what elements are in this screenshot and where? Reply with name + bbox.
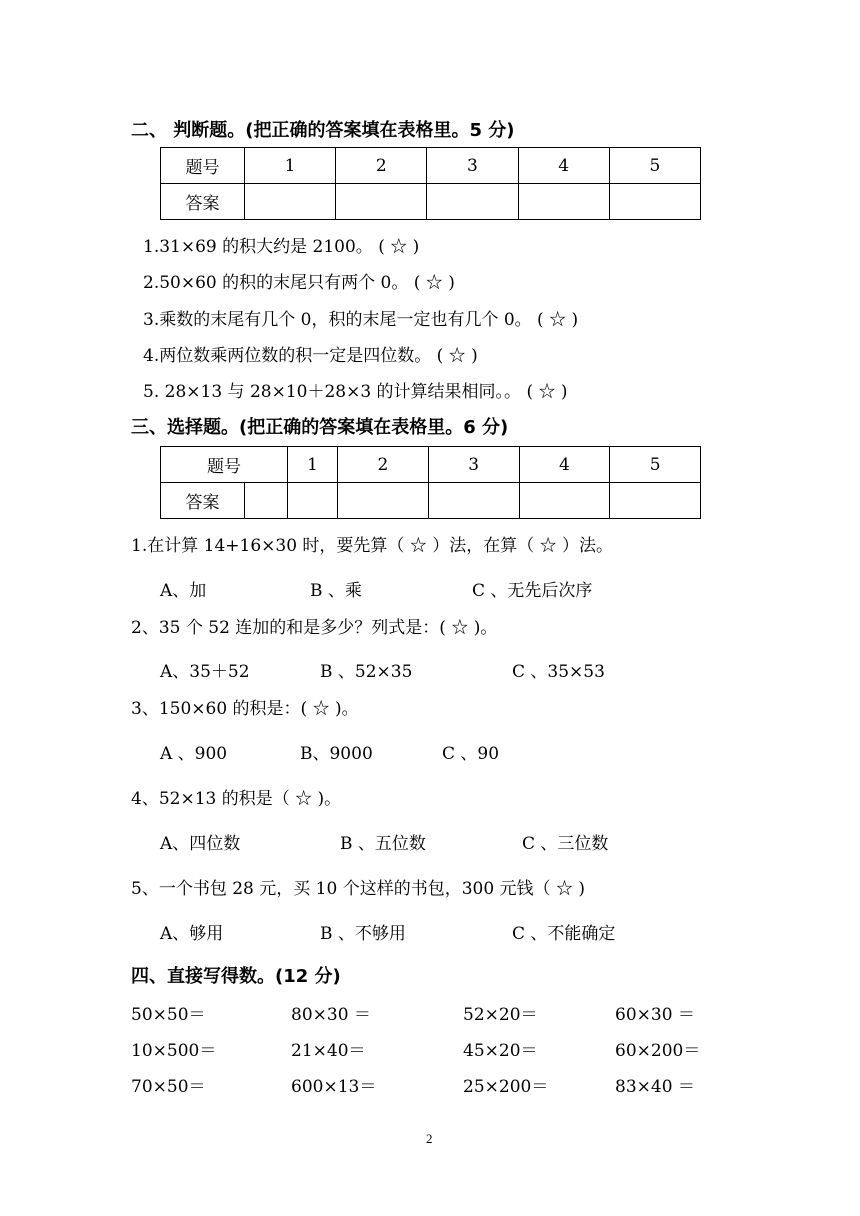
calc-item: 10×500＝ [131, 1041, 217, 1061]
q2-option-c: C 、35×53 [512, 662, 605, 682]
page-number: 2 [426, 1131, 433, 1146]
answer-cell[interactable] [427, 184, 518, 220]
answer-cell[interactable] [428, 483, 519, 519]
question-number: 3 [427, 148, 518, 184]
choice-question-2: 2、35 个 52 连加的和是多少？列式是：( ☆ )。 [131, 618, 498, 638]
calc-item: 60×200＝ [615, 1041, 701, 1061]
q2-option-a: A、35＋52 [160, 662, 250, 682]
q4-option-a: A、四位数 [160, 834, 241, 854]
table-row-label: 答案 [161, 483, 245, 519]
q4-option-c: C 、三位数 [522, 834, 609, 854]
calc-item: 50×50＝ [131, 1005, 206, 1025]
question-number: 5 [610, 447, 701, 483]
answer-cell[interactable] [519, 483, 610, 519]
choice-answer-table [160, 446, 701, 519]
choice-question-1: 1.在计算 14+16×30 时，要先算（ ☆ ）法，在算（ ☆ ）法。 [131, 536, 614, 556]
q3-option-b: B、9000 [300, 744, 373, 764]
choice-question-4: 4、52×13 的积是（ ☆ )。 [131, 789, 342, 809]
judge-item-5: 5. 28×13 与 28×10＋28×3 的计算结果相同。。 ( ☆ ) [143, 382, 568, 402]
q3-option-c: C 、90 [442, 744, 500, 764]
answer-cell[interactable] [609, 184, 700, 220]
answer-cell[interactable] [336, 184, 427, 220]
question-number: 3 [428, 447, 519, 483]
judge-answer-table [160, 147, 701, 220]
judge-item-4: 4.两位数乘两位数的积一定是四位数。 ( ☆ ) [143, 346, 478, 366]
answer-cell[interactable] [338, 483, 429, 519]
question-number: 4 [518, 148, 609, 184]
q5-option-b: B 、不够用 [320, 924, 406, 944]
question-number: 4 [519, 447, 610, 483]
choice-question-3: 3、150×60 的积是：( ☆ )。 [131, 699, 359, 719]
q2-option-b: B 、52×35 [320, 662, 413, 682]
section2-title: 二、 判断题。(把正确的答案填在表格里。5 分) [131, 120, 515, 141]
table-row-label: 题号 [161, 148, 245, 184]
calc-item: 60×30 ＝ [615, 1005, 695, 1025]
table-row-label: 题号 [161, 447, 288, 483]
section3-title: 三、选择题。(把正确的答案填在表格里。6 分) [131, 417, 509, 438]
q1-option-c: C 、无先后次序 [472, 581, 593, 601]
question-number: 1 [245, 148, 336, 184]
q3-option-a: A 、900 [160, 744, 228, 764]
calc-item: 80×30 ＝ [291, 1005, 371, 1025]
calc-item: 600×13＝ [291, 1077, 377, 1097]
answer-cell[interactable] [610, 483, 701, 519]
question-number: 2 [336, 148, 427, 184]
answer-cell[interactable] [245, 184, 336, 220]
calc-item: 52×20＝ [463, 1005, 538, 1025]
answer-cell[interactable] [518, 184, 609, 220]
calc-item: 70×50＝ [131, 1077, 206, 1097]
judge-item-3: 3.乘数的末尾有几个 0，积的末尾一定也有几个 0。 ( ☆ ) [143, 310, 579, 330]
q5-option-c: C 、不能确定 [512, 924, 616, 944]
q5-option-a: A、够用 [160, 924, 224, 944]
section4-title: 四、直接写得数。(12 分) [131, 966, 341, 987]
question-number: 5 [609, 148, 700, 184]
judge-item-1: 1.31×69 的积大约是 2100。 ( ☆ ) [143, 237, 420, 257]
q1-option-b: B 、乘 [310, 581, 362, 601]
q4-option-b: B 、五位数 [340, 834, 426, 854]
judge-item-2: 2.50×60 的积的末尾只有两个 0。 ( ☆ ) [143, 273, 455, 293]
choice-question-5: 5、一个书包 28 元，买 10 个这样的书包，300 元钱（ ☆ ) [131, 879, 585, 899]
question-number: 2 [338, 447, 429, 483]
answer-cell[interactable] [288, 483, 338, 519]
calc-item: 25×200＝ [463, 1077, 549, 1097]
answer-cell[interactable] [245, 483, 288, 519]
q1-option-a: A、加 [160, 581, 207, 601]
question-number: 1 [288, 447, 338, 483]
calc-item: 21×40＝ [291, 1041, 366, 1061]
table-row-label: 答案 [161, 184, 245, 220]
calc-item: 83×40 ＝ [615, 1077, 695, 1097]
calc-item: 45×20＝ [463, 1041, 538, 1061]
